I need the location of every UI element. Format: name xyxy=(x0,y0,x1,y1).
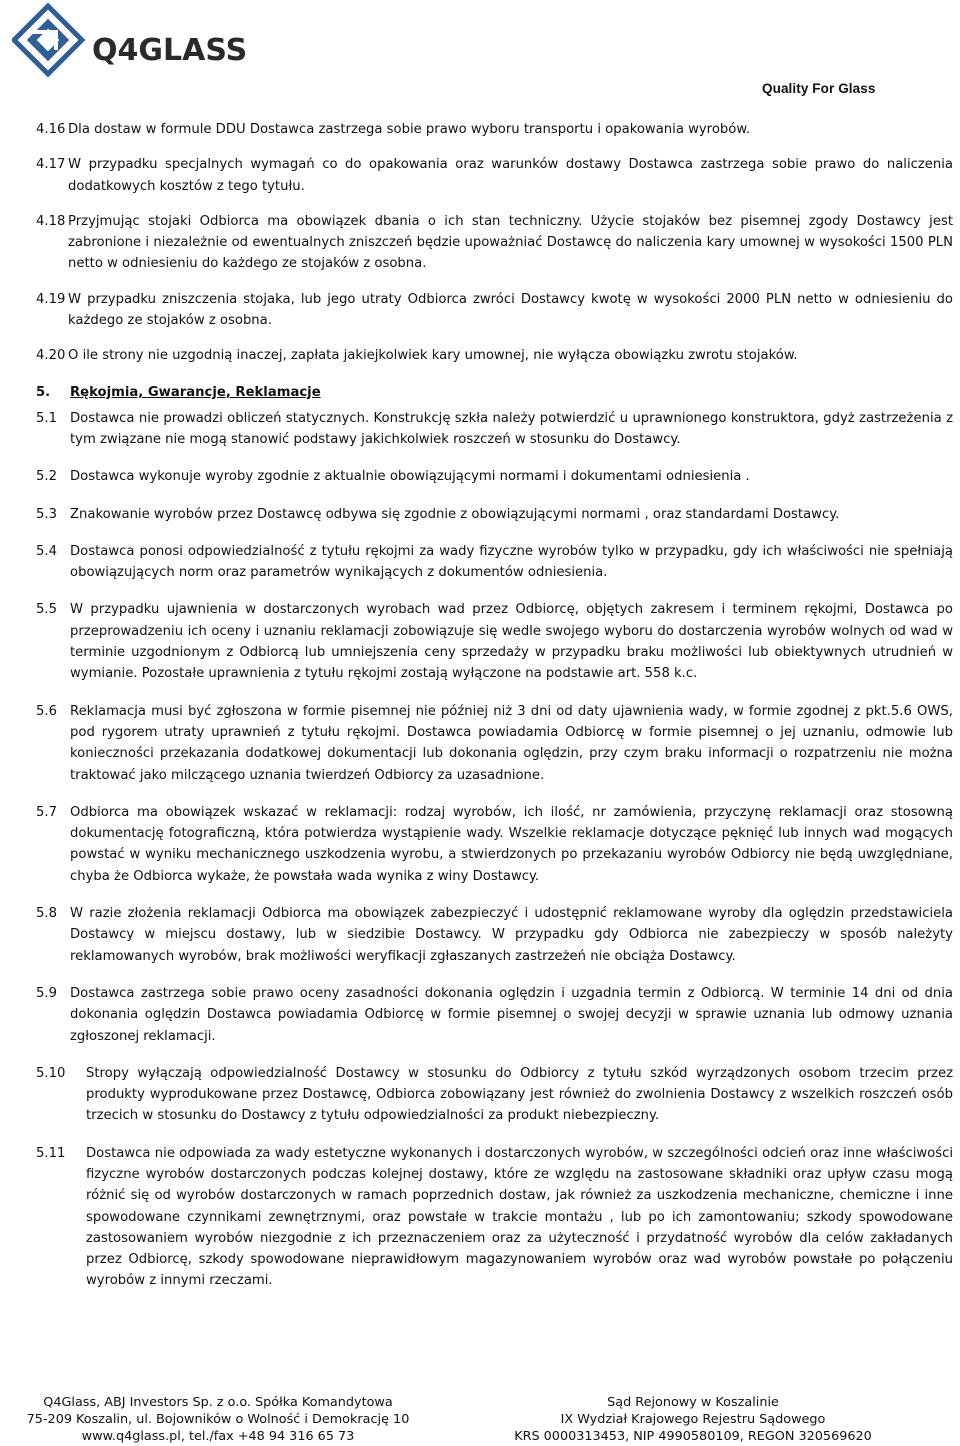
tagline: Quality For Glass xyxy=(762,81,876,96)
company-logo xyxy=(12,2,292,78)
clause-5-4: 5.4 Dostawca ponosi odpowiedzialność z tytułu rękojmi za wady fizyczne wyrobów tylko w przypadku, gdy ich właściwości nie spełniają obowiązujących norm oraz parametrów wynikających z dokumentów odniesienia. xyxy=(36,543,953,581)
clause-5-6: 5.6 Reklamacja musi być zgłoszona w formie pisemnej nie później niż 3 dni od daty ujawnienia wady, w formie zgodnej z pkt.5.6 OWS, pod rygorem utraty uprawnień z tytułu rękojmi. Dostawca powiadamia Odbiorcę w formie pisemnej o jej uznaniu, odmowie lub konieczności przekazania dodatkowej dokumentacji lub dokonania oględzin, przy czym braku informacji o rozpatrzeniu nie można traktować jako milczącego uznania twierdzeń Odbiorcy za uzasadnione. xyxy=(36,703,953,783)
clause-5-8: 5.8 W razie złożenia reklamacji Odbiorca ma obowiązek zabezpieczyć i udostępnić reklamowane wyroby dla oględzin przedstawiciela Dostawcy w miejscu dostawy, lub w siedzibie Dostawcy. W przypadku gdy Odbiorca nie zabezpieczy w sposób należyty reklamowanych wyrobów, brak możliwości weryfikacji zgłaszanych zastrzeżeń nie obciąża Dostawcy. xyxy=(36,906,953,964)
clause-5-3: 5.3 Znakowanie wyrobów przez Dostawcę odbywa się zgodnie z obowiązującymi normami , oraz standardami Dostawcy. xyxy=(36,506,840,522)
footer-contact: www.q4glass.pl, tel./fax +48 94 316 65 73 xyxy=(81,1429,355,1444)
footer-company-info xyxy=(8,1394,428,1445)
clause-5-11: 5.11 Dostawca nie odpowiada za wady estetyczne wykonanych i dostarczonych wyrobów, w szczególności odcień oraz inne właściwości fizyczne wyrobów dostarczonych podczas kolejnej dostawy, które ze względu na zastosowane składniki oraz upływ czasu mogą różnić się od wyrobów dostarczonych w ramach poprzednich dostaw, jak również za uszkodzenia mechaniczne, chemiczne i inne spowodowane czynnikami zewnętrznymi, oraz powstałe w trakcie montażu , lub po ich zamontowaniu; szkody spowodowane zastosowaniem wyrobów niezgodnie z ich przeznaczeniem oraz za użyteczność i przydatność wyrobów dla celów zakładanych przez Odbiorcę, szkody spowodowane nieprawidłowym magazynowaniem wyrobów oraz wad wyrobów powstałe po połączeniu wyrobów z innymi rzeczami. xyxy=(36,1145,953,1289)
clause-5-2: 5.2 Dostawca wykonuje wyroby zgodnie z aktualnie obowiązującymi normami i dokumentami odniesienia . xyxy=(36,469,750,485)
clause-4-18: 4.18 Przyjmując stojaki Odbiorca ma obowiązek dbania o ich stan techniczny. Użycie stojaków bez pisemnej zgody Dostawcy jest zabronione i niezależnie od ewentualnych zniszczeń będzie upoważniać Dostawcę do naliczenia kary umownej w wysokości 1500 PLN netto w odniesieniu do każdego ze stojaków z osobna. xyxy=(36,213,953,272)
clause-5-10: 5.10 Stropy wyłączają odpowiedzialność Dostawcy w stosunku do Odbiorcy z tytułu szkód wyrządzonych osobom trzecim przez produkty wyprodukowane przez Dostawcę, Odbiorca zobowiązany jest również do zwolnienia Dostawcy z wszelkich roszczeń osób trzecich w stosunku do Dostawcy z tytułu odpowiedzialności za produkt niebezpieczny. xyxy=(36,1065,953,1124)
clause-4-17: 4.17 W przypadku specjalnych wymagań co do opakowania oraz warunków dostawy Dostawca zastrzega sobie prawo do naliczenia dodatkowych kosztów z tego tytułu. xyxy=(36,157,953,194)
footer-company-name: Q4Glass, ABJ Investors Sp. z o.o. Spółka Komandytowa xyxy=(43,1395,393,1410)
footer-ids: KRS 0000313453, NIP 4990580109, REGON 320569620 xyxy=(514,1429,872,1444)
clause-5-1: 5.1 Dostawca nie prowadzi obliczeń statycznych. Konstrukcję szkła należy potwierdzić u uprawnionego konstruktora, gdyż zastrzeżenia z tym związane nie mogą stanowić podstawy jakichkolwiek roszczeń w stosunku do Dostawcy. xyxy=(36,410,953,447)
clause-5-9: 5.9 Dostawca zastrzega sobie prawo oceny zasadności dokonania oględzin i uzgadnia termin z Odbiorcą. W terminie 14 dni od dnia dokonania oględzin Dostawca powiadamia Odbiorcę w formie pisemnej o swojej decyzji w sprawie uznania lub odmowy uznania zgłoszonej reklamacji. xyxy=(36,985,953,1044)
clause-5-7: 5.7 Odbiorca ma obowiązek wskazać w reklamacji: rodzaj wyrobów, ich ilość, nr zamówienia, przyczynę reklamacji oraz stosowną dokumentację fotograficzną, która potwierdza wystąpienie wady. Wszelkie reklamacje dotyczące pęknięć lub innych wad mogących powstać w wyniku mechanicznego uszkodzenia wyrobu, a stwierdzonych po przekazaniu wyrobów Odbiorcy nie będą uwzględniane, chyba że Odbiorca wykaże, że powstała wada wynika z winy Dostawcy. xyxy=(36,804,953,884)
document-body xyxy=(36,119,953,1308)
footer-registry-info xyxy=(488,1394,898,1445)
section-5-heading: 5. Rękojmia, Gwarancje, Reklamacje xyxy=(36,384,321,400)
footer-address: 75-209 Koszalin, ul. Bojowników o Wolność i Demokrację 10 xyxy=(26,1412,410,1427)
footer-court: Sąd Rejonowy w Koszalinie xyxy=(607,1395,779,1410)
clause-4-20: 4.20 O ile strony nie uzgodnią inaczej, zapłata jakiejkolwiek kary umownej, nie wyłącza obowiązku zwrotu stojaków. xyxy=(36,348,798,364)
q4glass-logo-graphic xyxy=(12,2,292,78)
clause-5-5: 5.5 W przypadku ujawnienia w dostarczonych wyrobach wad przez Odbiorcę, objętych zakresem i terminem rękojmi, Dostawca po przeprowadzeniu ich oceny i uznaniu reklamacji zobowiązuje się wedle swojego wyboru do dostarczenia wyrobów wolnych od wad w terminie uzgodnionym z Odbiorcą lub umniejszenia ceny sprzedaży w przypadku braku możliwości lub obiektywnych utrudnień w wymianie. Pozostałe uprawnienia z tytułu rękojmi zostają wyłączone na podstawie art. 558 k.c. xyxy=(36,602,953,682)
logo-text: Q4GLASS xyxy=(92,33,248,68)
clause-4-16: 4.16 Dla dostaw w formule DDU Dostawca zastrzega sobie prawo wyboru transportu i opakowania wyrobów. xyxy=(36,122,751,137)
footer-registry-dept: IX Wydział Krajowego Rejestru Sądowego xyxy=(560,1412,826,1427)
clause-4-19: 4.19 W przypadku zniszczenia stojaka, lub jego utraty Odbiorca zwróci Dostawcy kwotę w wysokości 2000 PLN netto w odniesieniu do każdego ze stojaków z osobna. xyxy=(36,291,953,329)
